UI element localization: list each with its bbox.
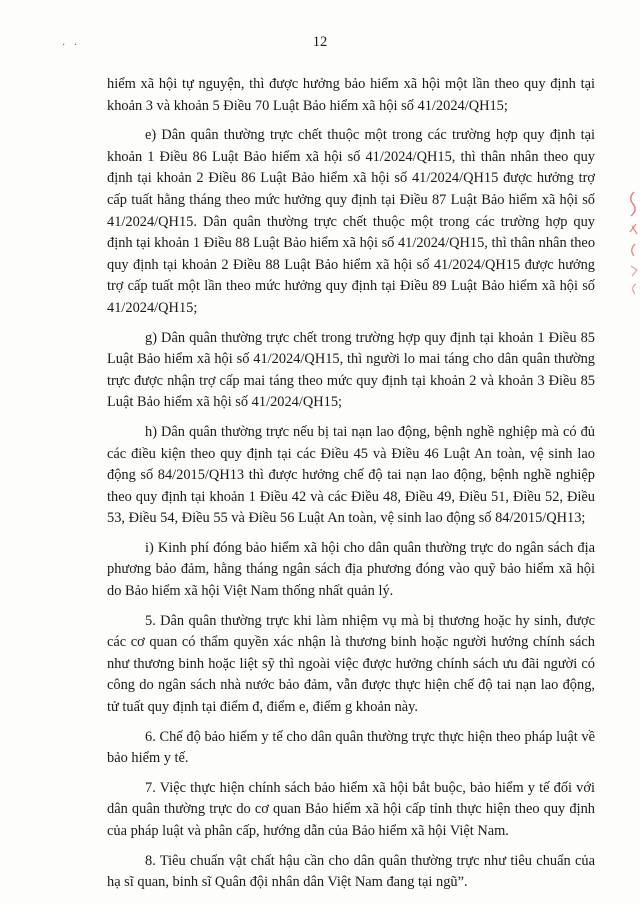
paragraph-clause-8: 8. Tiêu chuẩn vật chất hậu cần cho dân quân thường trực như tiêu chuẩn của hạ sĩ quan, binh sĩ Quân đội nhân dân Việt Nam đang tại ngũ”. [107, 852, 595, 891]
red-stamp-edge-icon [624, 188, 640, 298]
paragraph-clause-7: 7. Việc thực hiện chính sách bảo hiểm xã hội bắt buộc, bảo hiểm y tế đối với dân quân thường trực do cơ quan Bảo hiểm xã hội cấp tỉnh thực hiện theo quy định của pháp luật và phân cấp, hướng dẫn của Bảo hiểm xã hội Việt Nam. [107, 779, 595, 839]
scan-marks: · · [62, 40, 81, 51]
page-number: 12 [312, 34, 328, 50]
paragraph-clause-6: 6. Chế độ bảo hiểm y tế cho dân quân thường trực thực hiện theo pháp luật về bảo hiểm y tế. [107, 728, 595, 767]
paragraph-clause-5: 5. Dân quân thường trực khi làm nhiệm vụ mà bị thương hoặc hy sinh, được các cơ quan có thẩm quyền xác nhận là thương binh hoặc người hưởng chính sách như thương binh hoặc liệt sỹ thì ngoài việc được hưởng chính sách ưu đãi người có công do ngân sách nhà nước bảo đảm, vẫn được thực hiện chế độ tai nạn lao động, tử tuất quy định tại điểm đ, điểm e, điểm g khoản này. [107, 612, 595, 716]
paragraph-point-h: h) Dân quân thường trực nếu bị tai nạn lao động, bệnh nghề nghiệp mà có đủ các điều kiện theo quy định tại các Điều 45 và Điều 46 Luật An toàn, vệ sinh lao động số 84/2015/QH13 thì được hưởng chế độ tai nạn lao động, bệnh nghề nghiệp theo quy định tại khoản 1 Điều 42 và các Điều 48, Điều 49, Điều 51, Điều 52, Điều 53, Điều 54, Điều 55 và Điều 56 Luật An toàn, vệ sinh lao động số 84/2015/QH13; [107, 423, 595, 527]
document-body [107, 74, 595, 902]
paragraph-point-e: e) Dân quân thường trực chết thuộc một trong các trường hợp quy định tại khoản 1 Điều 86 Luật Bảo hiểm xã hội số 41/2024/QH15, thì thân nhân theo quy định tại khoản 2 Điều 86 Luật Bảo hiểm xã hội số 41/2024/QH15 được hưởng trợ cấp tuất hằng tháng theo mức hưởng quy định tại Điều 87 Luật Bảo hiểm xã hội số 41/2024/QH15. Dân quân thường trực chết thuộc một trong các trường hợp quy định tại khoản 1 Điều 88 Luật Bảo hiểm xã hội số 41/2024/QH15, thì thân nhân theo quy định tại khoản 2 Điều 88 Luật Bảo hiểm xã hội số 41/2024/QH15 được hưởng trợ cấp tuất một lần theo mức hưởng quy định tại Điều 89 Luật Bảo hiểm xã hội số 41/2024/QH15; [107, 127, 596, 316]
paragraph-continuation: hiểm xã hội tự nguyện, thì được hưởng bảo hiểm xã hội một lần theo quy định tại khoản 3 và khoản 5 Điều 70 Luật Bảo hiểm xã hội số 41/2024/QH15; [107, 76, 595, 114]
paragraph-point-i: i) Kinh phí đóng bảo hiểm xã hội cho dân quân thường trực do ngân sách địa phương bảo đảm, hằng tháng ngân sách địa phương đóng vào quỹ bảo hiểm xã hội do Bảo hiểm xã hội Việt Nam thống nhất quản lý. [107, 539, 595, 600]
paragraph-point-g: g) Dân quân thường trực chết trong trường hợp quy định tại khoản 1 Điều 85 Luật Bảo hiểm xã hội số 41/2024/QH15, thì người lo mai táng cho dân quân thường trực được nhận trợ cấp mai táng theo mức quy định tại khoản 2 và khoản 3 Điều 85 Luật Bảo hiểm xã hội số 41/2024/QH15; [107, 329, 595, 411]
